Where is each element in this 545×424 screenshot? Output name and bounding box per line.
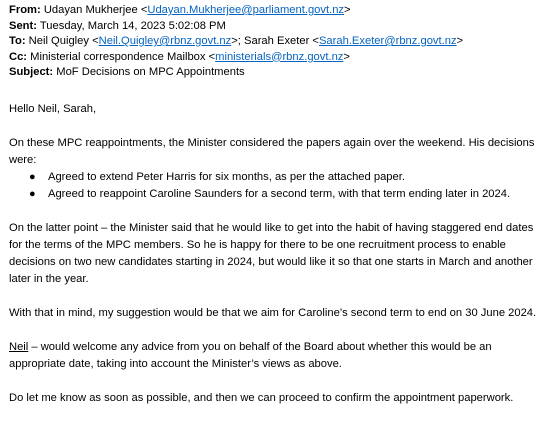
decision-list — [9, 169, 539, 203]
to-line — [9, 34, 539, 50]
to-label: To: — [9, 35, 26, 47]
bullet-text: Agreed to extend Peter Harris for six months, as per the attached paper. — [48, 170, 405, 183]
to-email-sarah-link[interactable]: Sarah.Exeter@rbnz.govt.nz — [318, 35, 457, 47]
suggestion-paragraph: With that in mind, my suggestion would be that we aim for Caroline’s second term to end on 30 June 2024. — [9, 306, 537, 319]
from-line — [9, 3, 539, 19]
email-headers — [9, 3, 539, 81]
staggered-terms-paragraph: On the latter point – the Minister said that he would like to get into the habit of having staggered end dates for the terms of the MPC members. So he is happy for there to be one recruitment process to enable decisions on two new candidates starting in 2024, but would like it so that one starts in March and another later in the year. — [9, 221, 534, 285]
to-name-neil: Neil Quigley < — [28, 35, 99, 47]
advice-request-paragraph — [9, 339, 539, 373]
intro-paragraph: On these MPC reappointments, the Minister considered the papers again over the weekend. His decisions were: — [9, 136, 535, 166]
from-close: > — [344, 4, 351, 16]
subject-value: MoF Decisions on MPC Appointments — [56, 66, 245, 78]
cc-email-link[interactable]: ministerials@rbnz.govt.nz — [215, 50, 344, 63]
to-close: > — [456, 35, 464, 47]
cc-label: Cc: — [9, 50, 28, 63]
cc-close: > — [343, 50, 350, 63]
to-email-neil-link[interactable]: Neil.Quigley@rbnz.govt.nz — [98, 35, 232, 47]
bullet-icon: ● — [29, 187, 36, 200]
to-separator: >; Sarah Exeter < — [231, 35, 319, 47]
greeting: Hello Neil, Sarah, — [9, 102, 97, 115]
advice-request-text: – would welcome any advice from you on behalf of the Board about whether this would be an appropriate date, taking into account the Minister’s views as above. — [9, 340, 492, 370]
bullet-text: Agreed to reappoint Caroline Saunders for a second term, with that term ending later in 2024. — [48, 187, 511, 200]
cc-line — [9, 50, 539, 66]
from-label: From: — [9, 4, 41, 16]
list-item — [9, 169, 539, 186]
cc-name: Ministerial correspondence Mailbox < — [30, 50, 216, 63]
sent-line — [9, 19, 539, 35]
subject-label: Subject: — [9, 66, 54, 78]
subject-line — [9, 65, 539, 81]
sent-label: Sent: — [9, 19, 37, 32]
addressee-name: Neil — [9, 340, 29, 353]
sent-value: Tuesday, March 14, 2023 5:02:08 PM — [39, 19, 226, 32]
from-email-link[interactable]: Udayan.Mukherjee@parliament.govt.nz — [147, 4, 345, 16]
list-item — [9, 186, 539, 203]
closing-paragraph: Do let me know as soon as possible, and then we can proceed to confirm the appointment paperwork. — [9, 391, 514, 404]
bullet-icon: ● — [29, 170, 36, 183]
email-message — [9, 3, 539, 407]
from-name: Udayan Mukherjee < — [43, 4, 148, 16]
